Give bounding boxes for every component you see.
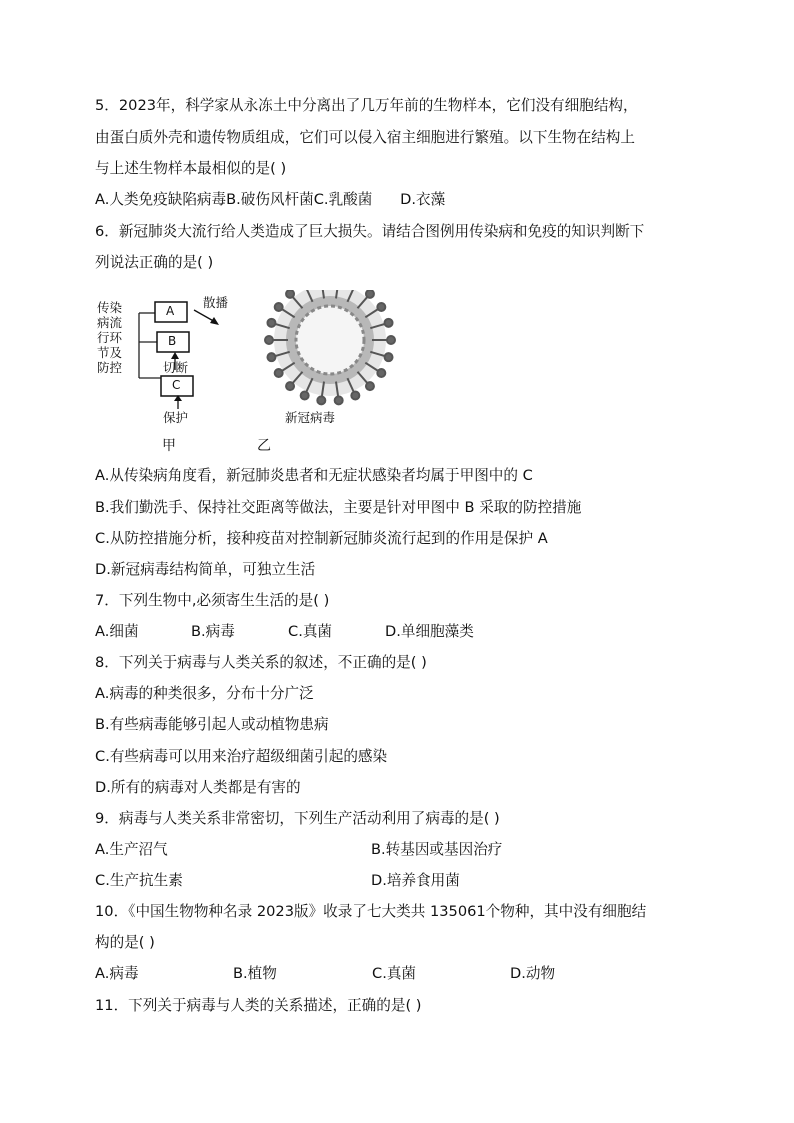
q6-option-c: C.从防控措施分析，接种疫苗对控制新冠肺炎流行起到的作用是保护 A <box>95 530 548 547</box>
virus-spike-head <box>267 319 275 327</box>
virus-label: 新冠病毒 <box>285 410 336 425</box>
box-a-label: A <box>166 304 175 318</box>
box-b-label: B <box>168 334 177 348</box>
virus-spike-head <box>377 303 385 311</box>
protect-label: 保护 <box>163 410 189 425</box>
q9-option-b: B.转基因或基因治疗 <box>371 841 503 858</box>
box-c-label: C <box>172 378 181 392</box>
virus-spike-head <box>301 391 309 399</box>
q8-option-a: A.病毒的种类很多，分布十分广泛 <box>95 685 314 702</box>
spread-label: 散播 <box>203 295 229 310</box>
virus-spike-head <box>366 290 374 298</box>
q7-option-a: A.细菌 <box>95 623 139 640</box>
virus-spike-head <box>275 369 283 377</box>
virus-spike-head <box>286 382 294 390</box>
q6-stem-line-1: 6．新冠肺炎大流行给人类造成了巨大损失。请结合图例用传染病和免疫的知识判断下 <box>95 223 645 240</box>
q10-option-b: B.植物 <box>233 965 277 982</box>
q6-option-b: B.我们勤洗手、保持社交距离等做法，主要是针对甲图中 B 采取的防控措施 <box>95 499 582 516</box>
q10-stem-line-2: 构的是( ) <box>95 934 155 951</box>
figure-side-text: 传染 病流 行环 节及 防控 <box>97 300 123 375</box>
q8-option-c: C.有些病毒可以用来治疗超级细菌引起的感染 <box>95 748 388 765</box>
q10-stem-line-1: 10．《中国生物物种名录 2023版》收录了七大类共 135061个物种，其中没有细胞结 <box>95 903 647 920</box>
virus-spike-head <box>377 369 385 377</box>
virus-spike-head <box>351 391 359 399</box>
q9-option-d: D.培养食用菌 <box>371 872 460 889</box>
figure-label-jia: 甲 <box>162 438 176 454</box>
q5-options: A.人类免疫缺陷病毒B.破伤风杆菌C.乳酸菌 D.衣藻 <box>95 191 446 208</box>
q11-stem: 11．下列关于病毒与人类的关系描述，正确的是( ) <box>95 997 422 1014</box>
q9-option-a: A.生产沼气 <box>95 841 168 858</box>
figure-label-yi: 乙 <box>257 438 271 454</box>
virus-spike-head <box>385 353 393 361</box>
q8-option-b: B.有些病毒能够引起人或动植物患病 <box>95 716 329 733</box>
virus-spike-head <box>366 382 374 390</box>
q9-stem: 9．病毒与人类关系非常密切，下列生产活动利用了病毒的是( ) <box>95 810 500 827</box>
virus-spike-head <box>265 336 273 344</box>
virus-spike-head <box>275 303 283 311</box>
q10-option-c: C.真菌 <box>372 965 417 982</box>
virus-spike-head <box>267 353 275 361</box>
q6-stem-line-2: 列说法正确的是( ) <box>95 254 214 271</box>
coronavirus-image <box>265 290 395 404</box>
q7-stem: 7．下列生物中,必须寄生生活的是( ) <box>95 592 330 609</box>
q6-option-a: A.从传染病角度看，新冠肺炎患者和无症状感染者均属于甲图中的 C <box>95 467 533 484</box>
virus-spike-head <box>387 336 395 344</box>
q6-figure-drawing <box>95 290 425 440</box>
q7-option-b: B.病毒 <box>191 623 235 640</box>
virus-spike-head <box>286 290 294 298</box>
virus-spike-head <box>385 319 393 327</box>
q10-option-d: D.动物 <box>510 965 556 982</box>
cut-label: 切断 <box>163 360 189 375</box>
q5-stem-line-3: 与上述生物样本最相似的是( ) <box>95 160 287 177</box>
virus-spike-head <box>317 396 325 404</box>
virus-spike-head <box>335 396 343 404</box>
q6-figure <box>95 290 425 440</box>
q9-option-c: C.生产抗生素 <box>95 872 183 889</box>
q6-option-d: D.新冠病毒结构简单，可独立生活 <box>95 561 316 578</box>
q7-option-d: D.单细胞藻类 <box>385 623 474 640</box>
q10-option-a: A.病毒 <box>95 965 139 982</box>
q8-stem: 8．下列关于病毒与人类关系的叙述，不正确的是( ) <box>95 654 427 671</box>
q5-stem-line-1: 5．2023年，科学家从永冻土中分离出了几万年前的生物样本，它们没有细胞结构， <box>95 97 638 114</box>
q7-option-c: C.真菌 <box>288 623 333 640</box>
q5-stem-line-2: 由蛋白质外壳和遗传物质组成，它们可以侵入宿主细胞进行繁殖。以下生物在结构上 <box>95 129 635 146</box>
q8-option-d: D.所有的病毒对人类都是有害的 <box>95 779 301 796</box>
